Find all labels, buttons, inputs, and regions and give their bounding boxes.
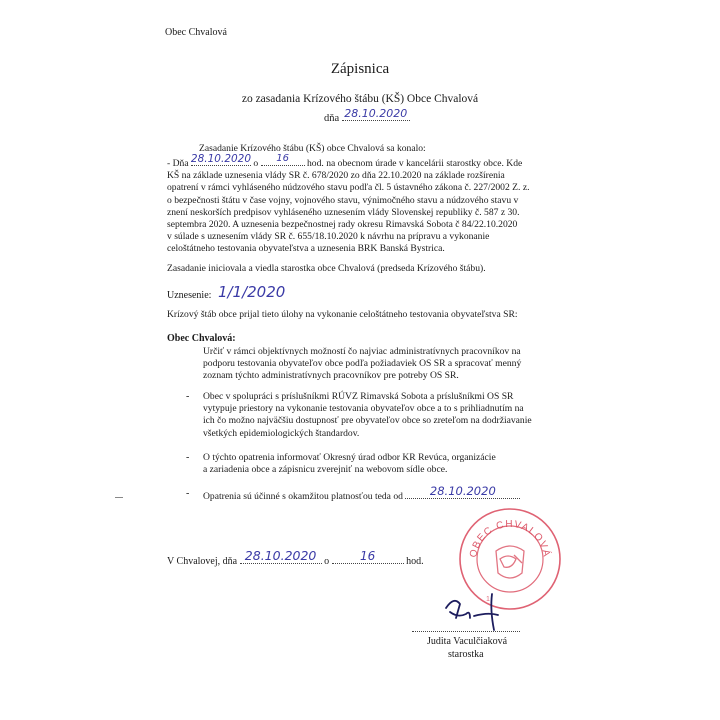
task-line: všetkých epidemiologických štandardov.	[203, 427, 360, 439]
task-line: a zariadenia obce a zápisnicu zverejniť na webovom sídle obce.	[203, 464, 448, 476]
intro-day-label: - Dňa	[167, 158, 189, 169]
date-line	[324, 109, 410, 124]
date-line-prefix: dňa	[324, 113, 340, 124]
municipality-header: Obec Chvalová	[165, 27, 227, 38]
intro-line: v súlade s uznesením vlády SR č. 655/18.10.2020 k návrhu na prípravu a vykonanie	[167, 231, 490, 243]
task-line: vytypuje priestory na vykonanie testovania obyvateľov obce a to s prihliadnutím na	[203, 403, 524, 415]
validity-line	[203, 484, 520, 502]
task-line: ich čo možno najväčšiu dostupnosť pre obyvateľov obce so zreteľom na dodržiavanie	[203, 415, 532, 427]
date-line-handwritten: 28.10.2020	[344, 107, 408, 120]
validity-text: Opatrenia sú účinné s okamžitou platnosťou teda od	[203, 491, 403, 502]
date-line-field	[342, 109, 410, 121]
intro-line: o bezpečnosti štátu v čase vojny, vojnového stavu, výnimočného stavu a núdzového stavu v	[167, 194, 519, 206]
document-subtitle: zo zasadania Krízového štábu (KŠ) Obce Chvalová	[241, 93, 479, 105]
intro-date-handwritten: 28.10.2020	[190, 152, 252, 165]
initiated-text: Zasadanie iniciovala a viedla starostka obce Chvalová (predseda Krízového štábu).	[167, 263, 486, 274]
task-item	[203, 452, 496, 476]
intro-line: opatrení v rámci vyhláseného núdzového stavu podľa čl. 5 ústavného zákona č. 227/2002 Z. z.	[167, 182, 530, 194]
section-title: Obec Chvalová:	[167, 333, 236, 344]
intro-line: celoštátneho testovania obyvateľstva a uznesenia BRK Banská Bystrica.	[167, 243, 445, 255]
intro-time-handwritten: 16	[276, 152, 289, 164]
margin-mark	[115, 497, 123, 498]
task-line: Určiť v rámci objektívnych možností čo najviac administratívnych pracovníkov na	[203, 346, 521, 357]
signoff-date-field	[240, 548, 322, 564]
signature-icon	[440, 588, 520, 632]
intro-location: hod. na obecnom úrade v kancelárii starostky obce. Kde	[307, 158, 523, 169]
signoff-place: V Chvalovej, dňa	[167, 556, 238, 567]
validity-dash: -	[186, 488, 190, 499]
signoff-time-handwritten: 16	[359, 549, 376, 563]
svg-text:OBEC CHVALOVÁ	[468, 519, 554, 559]
intro-line: KŠ na základe uznesenia vlády SR č. 678/2020 zo dňa 22.10.2020 na základe rozšírenia	[167, 170, 505, 182]
signoff-date-handwritten: 28.10.2020	[244, 548, 317, 563]
signatory-role: starostka	[448, 649, 484, 660]
task-line: O týchto opatrenia informovať Okresný úrad odbor KR Revúca, organizácie	[203, 452, 496, 463]
task-line: Obec v spolupráci s príslušníkmi RÚVZ Rimavská Sobota a príslušníkmi OS SR	[203, 391, 514, 402]
signatory-name: Judita Vaculčiaková	[427, 636, 508, 647]
task-item	[203, 346, 521, 383]
validity-date-field	[405, 484, 520, 499]
intro-date-field	[190, 152, 252, 166]
tasks-intro: Krízový štáb obce prijal tieto úlohy na vykonanie celoštátneho testovania obyvateľstva SR:	[167, 309, 518, 320]
stamp-text: OBEC CHVALOVÁ	[468, 518, 552, 559]
signoff-time-field	[332, 549, 404, 564]
intro-line: znení neskorších predpisov vyhláseného uznesením vlády Slovenskej republiky č. 587 z 30.	[167, 206, 520, 218]
stamp-mark-icon: 1	[486, 596, 490, 603]
stamp-emblem-icon	[496, 546, 524, 578]
task-line: podporu testovania obyvateľov obce podľa požiadaviek OS SR a spracovať menný	[203, 358, 522, 370]
task-dash: -	[186, 452, 190, 463]
task-item	[203, 391, 532, 440]
task-dash: -	[186, 391, 190, 402]
signature-line	[412, 631, 520, 632]
resolution-line	[167, 284, 285, 302]
intro-time-field	[261, 152, 305, 166]
document-title: Zápisnica	[330, 61, 390, 77]
signoff-hod-label: hod.	[406, 556, 424, 567]
signoff-o-label: o	[324, 556, 330, 567]
intro-line1: Zasadanie Krízového štábu (KŠ) obce Chvalová sa konalo:	[199, 143, 426, 154]
intro-line: septembra 2020. A uznesenia bezpečnostnej rady okresu Rimavská Sobota č 84/22.10.2020	[167, 219, 518, 231]
intro-line2	[167, 152, 530, 170]
intro-paragraph	[167, 152, 530, 256]
validity-date-handwritten: 28.10.2020	[429, 484, 496, 498]
resolution-label: Uznesenie:	[167, 290, 212, 301]
intro-o-label: o	[253, 158, 259, 169]
resolution-handwritten: 1/1/2020	[217, 283, 286, 301]
task-line: zoznam týchto administratívnych pracovníkov pre potreby OS SR.	[203, 370, 459, 382]
signoff-line	[167, 548, 424, 567]
